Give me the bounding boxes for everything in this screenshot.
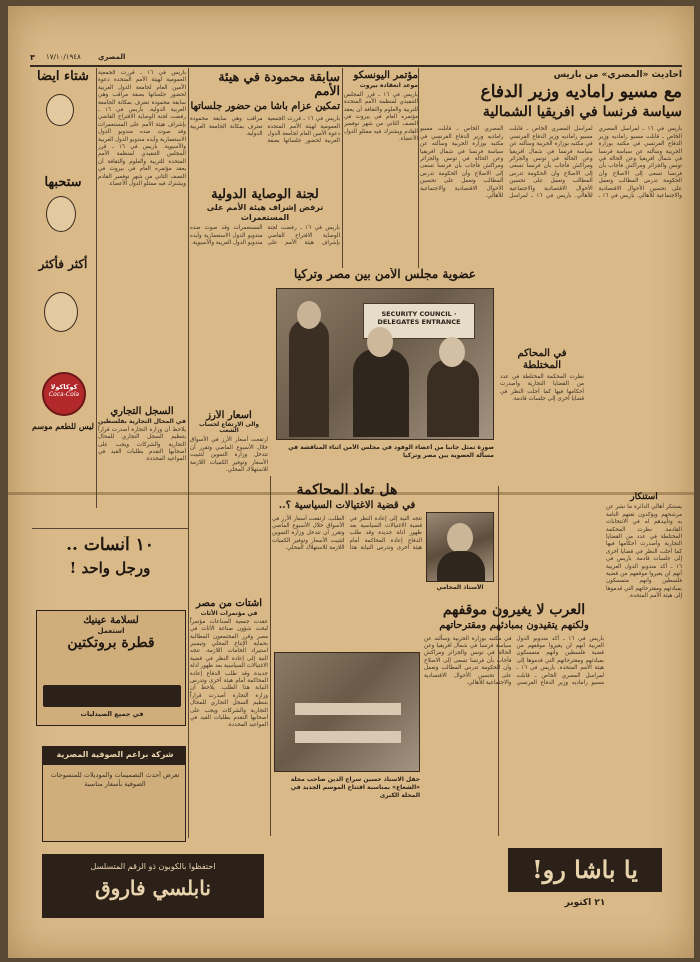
lawyer-photo [426,512,494,582]
arabs-text: باريس في ١٦ ـ أكد مندوبو الدول العربية أنهم لن يغيروا موقفهم من قضية فلسطين وأنهم متمسكون بمبادئهم ومقترحاتهم التي قدموها إلى هيئة الأمم المتحدة. [516,635,604,672]
trusteeship-headline: لجنة الوصاية الدولية [211,188,319,202]
left-column-body [98,70,186,189]
rice-headline: أسعار الأرز [206,410,252,421]
portrait-body [437,551,485,582]
person-silhouette [427,359,479,437]
column-rule [342,68,343,268]
textiles-text: تعرض أحدث التصميمات والموديلات للمنسوجات الصوفية بأسعار مناسبة [50,771,180,788]
trial-text-cont: ارتفعت أسعار الأرز في الأسواق خلال الأسبوع الماضي وتقرر أن تتدخل وزارة التموين لتثبيت الأسعار وتوفير الكميات اللازمة للاستهلاك المحلي. [272,515,345,552]
brand-ar: كوكاكولا [50,383,78,391]
ya-basha-banner [508,848,662,892]
rice-subhead: والى الارتفاع لحساب الشعب [198,421,260,435]
egypt-events-text2: تتجه النية إلى إعادة النظر في قضية الاغتيالات السياسية بعد ظهور أدلة جديدة وقد طلب الدفاع إعادة المحاكمة أمام هيئة أخرى وتدرس النيابة هذا الطلب. [190,648,268,692]
unesco-headline: مؤتمر اليونسكو [353,70,418,81]
bottom-photo-block [272,646,422,836]
ad-face-illustration [46,94,74,126]
ad-ya-basha [502,842,668,920]
security-council-photo [276,288,494,440]
hour-line2: ورجل واحد ! [69,558,151,577]
article-arabs [424,602,604,838]
ramadier-text: باريس في ١٦ ـ لمراسل المصري الخاص ـ قابلت مسيو راماديه وزير الدفاع الفرنسي في مكتبه بوزارة الحربية وسألته عن سياسة فرنسا في شمال افريقيا وعن الحالة في تونس والجزائر ومراكش فأجاب بأن فرنسا تسعى إلى الاصلاح وأن الحكومة تدرس المطالب وتعمل على تحسين الأحوال الاقتصادية والاجتماعية للأهالي. [598,126,682,200]
unesco-subhead: موعد انعقاده بيروت [359,81,418,89]
photo-sign: SECURITY COUNCIL · DELEGATES ENTRANCE [363,303,475,339]
article-trusteeship [190,188,340,268]
article-commercial-register [98,406,186,506]
lawyer-portrait-block [424,512,496,598]
azzam-body [190,116,340,146]
article-azzam [190,70,340,186]
arabs-text-cont: باريس في ١٦ ـ لمراسل المصري الخاص ـ قابلت مسيو راماديه وزير الدفاع الفرنسي في مكتبه بوزارة الحربية وسألته عن سياسة فرنسا في شمال افريقيا وعن الحالة في تونس والجزائر ومراكش فأجاب بأن فرنسا تسعى إلى الاصلاح وأن الحكومة تدرس المطالب وتعمل على تحسين الأحوال الاقتصادية والاجتماعية للأهالي. [424,635,604,687]
courts-text: نظرت المحكمة المختلطة في عدد من القضايا التجارية وأصدرت أحكامها فيها كما أجلت النظر في قضايا أخرى إلى جلسات قادمة. [500,374,584,403]
person-silhouette [289,319,329,437]
article-trial [272,482,422,642]
column-rule [270,476,271,836]
register-subhead: في المحال التجارية بفلسطين [98,417,186,425]
register-text: يلاحظ أن وزارة التجارة أصدرت قراراً بتنظيم السجل التجاري للمحال التجارية والشركات ويجب على أصحابها التقدم بطلبات القيد في المواعيد المحددة. [98,426,186,463]
register-headline: السجل التجاري [110,406,174,417]
trusteeship-body [190,225,340,247]
notice-text3: باريس في ١٦ ـ أكد مندوبو الدول العربية أنهم لن يغيروا موقفهم من قضية فلسطين وأنهم متمسكون بمبادئهم ومقترحاتهم التي قدموها إلى هيئة الأمم المتحدة. [606,556,682,600]
trusteeship-subhead: ترفض إشراف هيئة الأمم على المستعمرات [206,202,324,222]
person-head [439,337,465,367]
article-notice [606,492,682,824]
article-rice [190,410,268,508]
ad-face-illustration [46,196,76,232]
bottom-photo-caption: حفل الاستاذ حسين سراج الدين صاحب مجلة «الشعاع» بمناسبة افتتاح الموسم الجديد في المحلة الكبرى [290,776,420,799]
article-unesco [344,70,418,266]
azzam-subhead: تمكين عزام باشا من حضور جلساتها [190,100,340,112]
egypt-events-text3: يلاحظ أن وزارة التجارة أصدرت قراراً بتنظيم السجل التجاري للمحال التجارية والشركات ويجب على أصحابها التقدم بطلبات القيد في المواعيد المحددة. [190,685,268,729]
ad-textiles [42,746,186,842]
unesco-text: باريس في ١٦ ـ قرر المجلس التنفيذي لمنظمة الأمم المتحدة للتربية والعلوم والثقافة أن يعقد مؤتمره العام في بيروت في النصف الثاني من شهر نوفمبر القادم ويشترك فيه ممثلو الدول الأعضاء. [344,91,418,143]
eye-line1: لسلامة عينيك [83,615,139,626]
lawyer-caption: الأستاذ المحامي [436,584,484,591]
coca-cola-logo [42,372,86,416]
person-head [367,327,393,357]
publication-name: المصري [98,53,126,61]
azzam-headline: سابقة محمودة في هيئة الأمم [218,70,340,99]
page-number: ٣ [30,53,35,62]
rice-body [190,437,268,474]
trial-text: تتجه النية إلى إعادة النظر في قضية الاغتيالات السياسية بعد ظهور أدلة جديدة وقد طلب الدفاع إعادة المحاكمة أمام هيئة أخرى وتدرس النيابة هذا الطلب. [327,515,422,552]
ya-basha-title: يا باشا رو! [532,855,638,884]
article-security-council [270,268,500,480]
banquet-table [295,731,401,743]
newspaper-page [8,6,694,958]
column-rule [188,68,189,838]
coca-line2: ستحبها [44,175,82,190]
textiles-title: شركة براعم الصوفية المصرية [43,747,186,765]
textiles-body [49,771,181,789]
ad-hour [32,536,188,610]
banquet-photo [274,652,420,772]
unesco-body [344,92,418,144]
trusteeship-text: باريس في ١٦ ـ رفضت لجنة الوصاية الاقتراح القاضي بإشراف هيئة الأمم على المستعمرات وقد صوت ضده مندوبو الدول الاستعمارية وأيده مندوبو الدول العربية والآسيوية. [190,225,340,246]
portrait-head [447,523,473,553]
notice-text2: نظرت المحكمة المختلطة في عدد من القضايا التجارية وأصدرت أحكامها فيها كما أجلت النظر في قضايا أخرى إلى جلسات قادمة. [606,526,682,563]
article-courts [500,348,584,488]
ad-coca-cola [32,70,94,504]
arabs-subhead: ولكنهم يتقيدون بمبادئهم ومقترحاتهم [439,620,589,632]
column-rule [418,68,419,268]
nabulsi-product: نابلسي فاروق [95,876,211,900]
row-rule [32,528,188,529]
notice-headline: استنكار [630,492,658,502]
egypt-events-subhead: في مؤتمرات الأثاث [200,609,258,617]
eye-footer: في جميع الصيدليات [80,711,144,718]
left-column-text3: باريس في ١٦ ـ قرر المجلس التنفيذي لمنظمة الأمم المتحدة للتربية والعلوم والثقافة أن يعقد مؤتمره العام في بيروت في النصف الثاني من شهر نوفمبر القادم ويشترك فيه ممثلو الدول الأعضاء. [98,144,186,188]
arabs-headline: العرب لا يغيرون موقفهم [442,602,586,618]
ramadier-kicker: أحاديث «المصري» من باريس [553,70,682,80]
left-column-text2: باريس في ١٦ ـ رفضت لجنة الوصاية الاقتراح القاضي بإشراف هيئة الأمم على المستعمرات وقد صوت ضده مندوبو الدول الاستعمارية وأيده مندوبو الدول العربية والآسيوية. [98,107,186,151]
left-column-text: باريس في ١٦ ـ قررت الجمعية العمومية لهيئة الأمم المتحدة دعوة الأمين العام لجامعة الدول العربية لحضور جلساتها بصفة مراقب وهي سابقة محمودة تعترف بمكانة الجامعة العربية الدولية. [98,70,186,114]
ya-basha-date: ٢١ اكتوبر [564,898,606,908]
ad-eye-drops [36,610,186,726]
trial-subhead: في قضية الاغتيالات السياسية ؟.. [278,500,416,512]
courts-headline: في المحاكم المختلطة [517,348,567,371]
brand-en: Coca-Cola [48,391,80,398]
coca-line1: شتاء أيضاً [37,70,89,84]
article-egypt-events [190,598,268,836]
courts-body [500,374,584,404]
ramadier-text-cont: باريس في ١٦ ـ لمراسل المصري الخاص ـ قابلت مسيو راماديه وزير الدفاع الفرنسي في مكتبه بوزارة الحربية وسألته عن سياسة فرنسا في شمال افريقيا وعن الحالة في تونس والجزائر ومراكش فأجاب بأن فرنسا تسعى إلى الاصلاح وأن الحكومة تدرس المطالب وتعمل على تحسين الأحوال الاقتصادية والاجتماعية للأهالي. [509,126,635,200]
ad-nabulsi [42,854,264,918]
egypt-events-body [190,619,268,730]
ramadier-headline: مع مسيو راماديه وزير الدفاع [480,81,682,102]
eye-product: قطرة بروتكتين [67,634,155,651]
hour-line1: ١٠ آنسات .. [66,536,154,555]
ad-face-illustration [44,292,78,332]
eye-image-band [43,685,181,707]
trial-body [272,516,422,553]
security-council-caption: صورة تمثل جانباً من أعضاء الوفود في مجلس الأمن أثناء المناقشة في مسألة العضوية بين مصر وتركيا [288,444,494,459]
ramadier-subhead: سياسة فرنسا في افريقيا الشمالية [482,104,682,121]
ramadier-text-cont2: باريس في ١٦ ـ لمراسل المصري الخاص ـ قابلت مسيو راماديه وزير الدفاع الفرنسي في مكتبه بوزارة الحربية وسألته عن سياسة فرنسا في شمال افريقيا وعن الحالة في تونس والجزائر ومراكش فأجاب بأن فرنسا تسعى إلى الاصلاح وأن الحكومة تدرس المطالب وتعمل على تحسين الأحوال الاقتصادية والاجتماعية للأهالي. [420,126,572,200]
notice-body [606,504,682,600]
coca-line3: أكثر فأكثر [38,257,88,271]
person-head [297,301,321,329]
security-council-headline: عضوية مجلس الأمن بين مصر وتركيا [294,268,476,281]
person-silhouette [353,349,409,437]
article-left-column [98,70,186,404]
banquet-table [295,703,401,715]
rice-text: ارتفعت أسعار الأرز في الأسواق خلال الأسبوع الماضي وتقرر أن تتدخل وزارة التموين لتثبيت الأسعار وتوفير الكميات اللازمة للاستهلاك المحلي. [190,437,268,474]
trial-headline: هل تعاد المحاكمة [296,482,398,498]
azzam-text: باريس في ١٦ ـ قررت الجمعية العمومية لهيئة الأمم المتحدة دعوة الأمين العام لجامعة الدول العربية لحضور جلساتها بصفة مراقب وهي سابقة محمودة تعترف بمكانة الجامعة العربية الدولية. [190,116,340,145]
issue-date: ١٧/١٠/١٩٤٨ [46,53,81,61]
coca-footer: ليس للطعم موسم [32,421,94,431]
register-body [98,427,186,464]
egypt-events-headline: أشتات من مصر [195,598,263,609]
eye-line2: استعمل [97,626,125,635]
masthead [30,49,682,67]
column-rule [96,68,97,508]
nabulsi-line1: احتفظوا بالكوبون ذو الرقم المتسلسل [90,862,216,871]
arabs-body [424,636,604,688]
notice-text: يستنكر أهالي الدائرة ما نشر عن مرشحهم ويؤكدون ثقتهم التامة به وتأييدهم له في الانتخابات القادمة. [606,504,682,533]
egypt-events-text: عقدت جمعية الصناعات مؤتمراً لبحث شؤون صناعة الأثاث في مصر وقرر المجتمعون المطالبة بحماية الإنتاج المحلي وتيسير استيراد الخامات اللازمة. [190,618,268,655]
